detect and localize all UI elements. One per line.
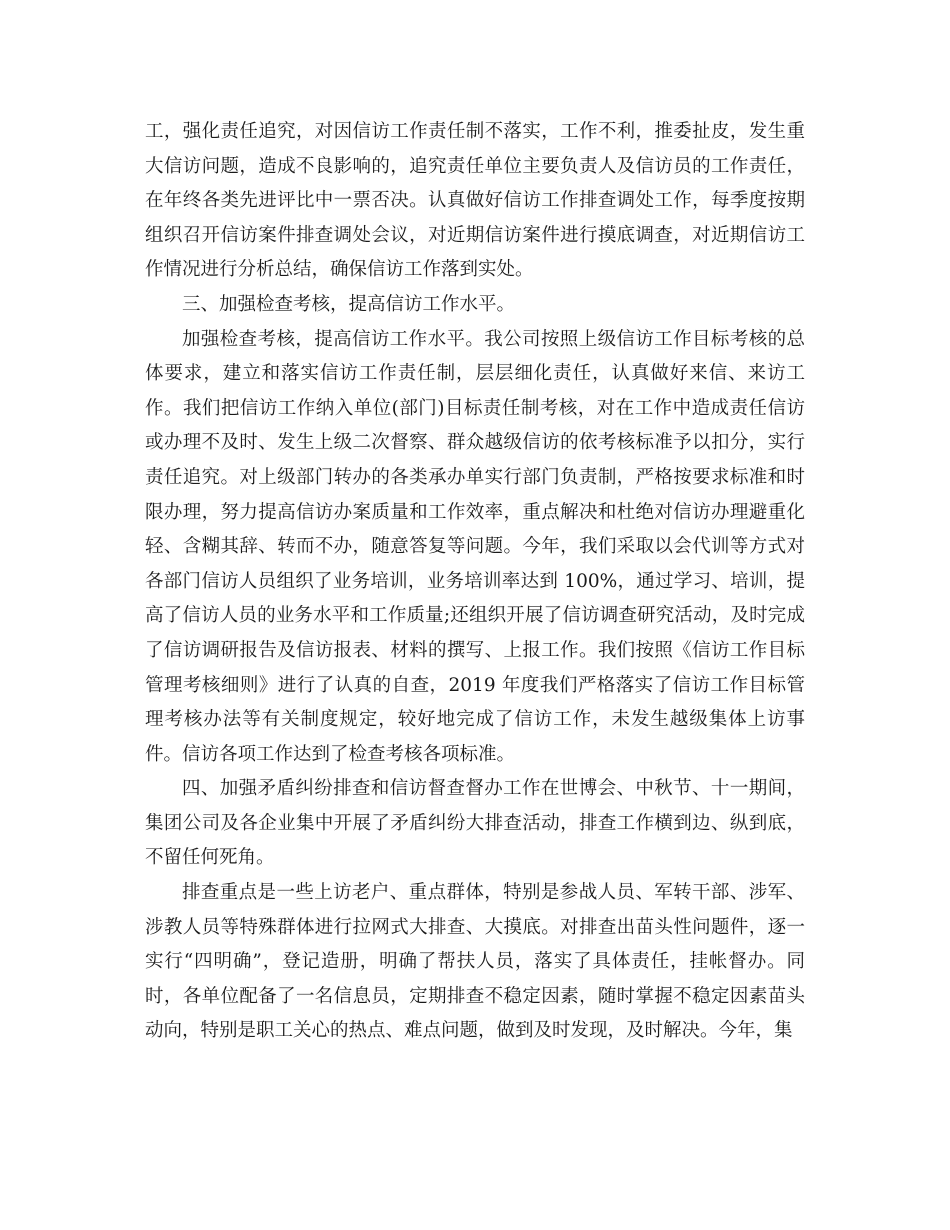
paragraph-2-heading: 三、加强检查考核，提高信访工作水平。 xyxy=(182,293,516,315)
document-body xyxy=(145,115,805,1049)
paragraph-3: 加强检查考核，提高信访工作水平。我公司按照上级信访工作目标考核的总体要求，建立和落实信访工作责任制，层层细化责任，认真做好来信、来访工作。我们把信访工作纳入单位(部门)目标责任制考核，对在工作中造成责任信访或办理不及时、发生上级二次督察、群众越级信访的依考核标准予以扣分，实行责任追究。对上级部门转办的各类承办单实行部门负责制，严格按要求标准和时限办理，努力提高信访办案质量和工作效率，重点解决和杜绝对信访办理避重化轻、含糊其辞、转而不办，随意答复等问题。今年，我们采取以会代训等方式对各部门信访人员组织了业务培训，业务培训率达到 100%，通过学习、培训，提高了信访人员的业务水平和工作质量;还组织开展了信访调查研究活动，及时完成了信访调研报告及信访报表、材料的撰写、上报工作。我们按照《信访工作目标管理考核细则》进行了认真的自查，2019 年度我们严格落实了信访工作目标管理考核办法等有关制度规定，较好地完成了信访工作，未发生越级集体上访事件。信访各项工作达到了检查考核各项标准。 xyxy=(145,328,805,765)
paragraph-4-heading: 四、加强矛盾纠纷排查和信访督查督办工作在世博会、中秋节、十一期间，集团公司及各企业集中开展了矛盾纠纷大排查活动，排查工作横到边、纵到底，不留任何死角。 xyxy=(145,778,805,869)
paragraph-1: 工，强化责任追究，对因信访工作责任制不落实，工作不利，推委扯皮，发生重大信访问题，造成不良影响的，追究责任单位主要负责人及信访员的工作责任，在年终各类先进评比中一票否决。认真做好信访工作排查调处工作，每季度按期组织召开信访案件排查调处会议，对近期信访案件进行摸底调查，对近期信访工作情况进行分析总结，确保信访工作落到实处。 xyxy=(145,121,805,281)
paragraph-5: 排查重点是一些上访老户、重点群体，特别是参战人员、军转干部、涉军、涉教人员等特殊群体进行拉网式大排查、大摸底。对排查出苗头性问题件，逐一实行“四明确”，登记造册，明确了帮扶人员，落实了具体责任，挂帐督办。同时，各单位配备了一名信息员，定期排查不稳定因素，随时掌握不稳定因素苗头动向，特别是职工关心的热点、难点问题，做到及时发现，及时解决。今年，集 xyxy=(145,882,805,1042)
